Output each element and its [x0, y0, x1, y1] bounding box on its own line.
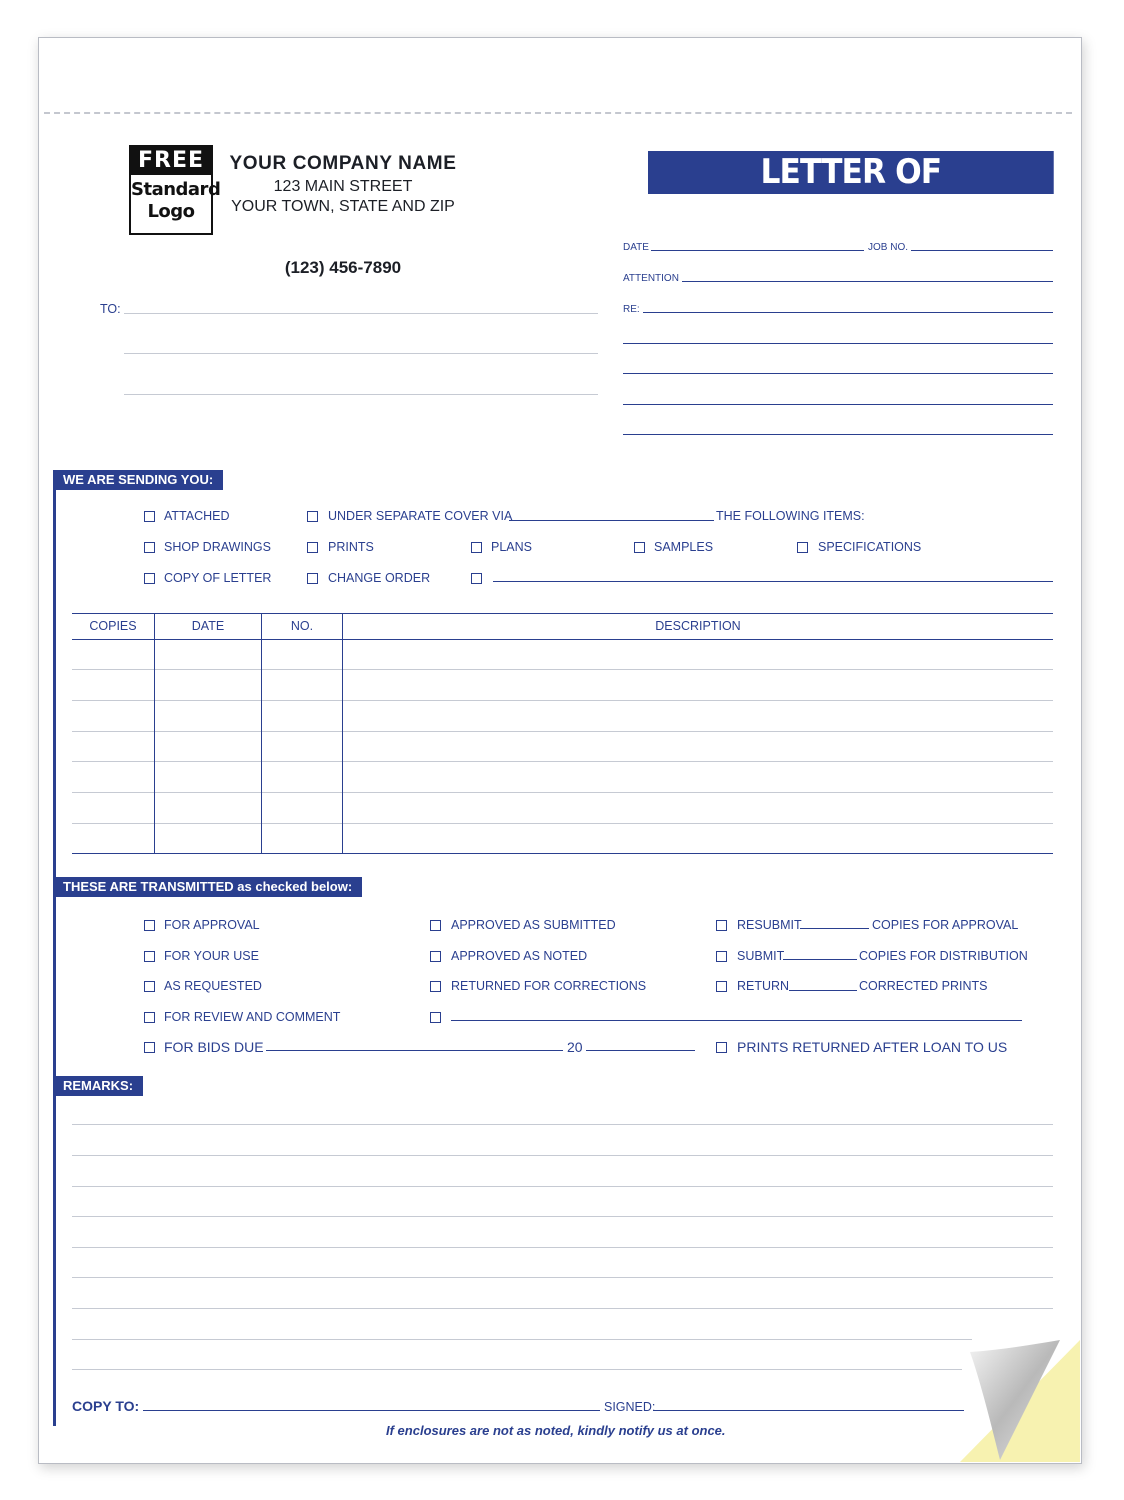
to-field[interactable]	[124, 313, 598, 314]
signature-field[interactable]	[654, 1410, 964, 1411]
copies-for-approval-label: COPIES FOR APPROVAL	[872, 918, 1019, 932]
signed-label: SIGNED:	[604, 1400, 656, 1414]
bids-due-year-field[interactable]	[586, 1050, 695, 1051]
bids-due-date-field[interactable]	[266, 1050, 563, 1051]
copy-of-letter-checkbox[interactable]	[144, 573, 155, 584]
for-your-use-checkbox[interactable]	[144, 951, 155, 962]
table-divider	[342, 613, 343, 853]
description-header: DESCRIPTION	[655, 619, 741, 633]
copy-of-letter-label: COPY OF LETTER	[164, 571, 272, 585]
plans-label: PLANS	[491, 540, 532, 554]
remarks-line[interactable]	[72, 1339, 972, 1340]
specifications-label: SPECIFICATIONS	[818, 540, 922, 554]
remarks-line[interactable]	[72, 1124, 1053, 1125]
returned-for-corrections-label: RETURNED FOR CORRECTIONS	[451, 979, 647, 993]
cover-via-field[interactable]	[509, 520, 714, 521]
logo-logo-text: Logo	[147, 201, 195, 222]
other-item-field[interactable]	[493, 581, 1053, 582]
remarks-line[interactable]	[72, 1186, 1053, 1187]
table-row[interactable]	[72, 700, 1053, 701]
submit-checkbox[interactable]	[716, 951, 727, 962]
to-label: TO:	[100, 302, 121, 316]
table-bottom-rule	[72, 853, 1053, 854]
remarks-line[interactable]	[72, 1247, 1053, 1248]
change-order-label: CHANGE ORDER	[328, 571, 431, 585]
company-name: YOUR COMPANY NAME	[229, 153, 457, 174]
company-city: YOUR TOWN, STATE AND ZIP	[231, 198, 455, 215]
re-field-line-3[interactable]	[623, 373, 1053, 374]
company-logo	[129, 145, 221, 235]
attention-label: ATTENTION	[623, 273, 679, 284]
approved-as-noted-checkbox[interactable]	[430, 951, 441, 962]
sending-band: WE ARE SENDING YOU:	[53, 470, 223, 490]
logo-standard-text: Standard	[131, 179, 221, 200]
return-copies-field[interactable]	[789, 990, 857, 991]
company-street: 123 MAIN STREET	[273, 178, 413, 195]
table-row[interactable]	[72, 761, 1053, 762]
as-requested-label: AS REQUESTED	[164, 979, 262, 993]
other-item-checkbox[interactable]	[471, 573, 482, 584]
prints-checkbox[interactable]	[307, 542, 318, 553]
table-row[interactable]	[72, 669, 1053, 670]
copies-for-distribution-label: COPIES FOR DISTRIBUTION	[859, 949, 1028, 963]
for-bids-due-label: FOR BIDS DUE	[164, 1039, 264, 1055]
table-divider	[261, 613, 262, 853]
specifications-checkbox[interactable]	[797, 542, 808, 553]
remarks-line[interactable]	[72, 1369, 962, 1370]
for-your-use-label: FOR YOUR USE	[164, 949, 259, 963]
date-field[interactable]	[651, 250, 864, 251]
copies-header: COPIES	[89, 619, 137, 633]
for-bids-due-checkbox[interactable]	[144, 1042, 155, 1053]
other-action-field[interactable]	[451, 1020, 1022, 1021]
other-action-checkbox[interactable]	[430, 1012, 441, 1023]
re-field[interactable]	[643, 312, 1053, 313]
samples-label: SAMPLES	[654, 540, 714, 554]
shop-drawings-label: SHOP DRAWINGS	[164, 540, 271, 554]
table-top-rule	[72, 613, 1053, 614]
remarks-line[interactable]	[72, 1308, 1053, 1309]
table-divider	[154, 613, 155, 853]
following-items-label: THE FOLLOWING ITEMS:	[716, 509, 865, 523]
samples-checkbox[interactable]	[634, 542, 645, 553]
approved-as-submitted-checkbox[interactable]	[430, 920, 441, 931]
attached-label: ATTACHED	[164, 509, 230, 523]
corrected-prints-label: CORRECTED PRINTS	[859, 979, 988, 993]
to-field-line-2[interactable]	[124, 353, 598, 354]
remarks-band: REMARKS:	[53, 1076, 143, 1096]
table-row[interactable]	[72, 731, 1053, 732]
returned-for-corrections-checkbox[interactable]	[430, 981, 441, 992]
re-field-line-4[interactable]	[623, 404, 1053, 405]
year-prefix-label: 20	[567, 1039, 583, 1055]
to-field-line-3[interactable]	[124, 394, 598, 395]
remarks-line[interactable]	[72, 1216, 1053, 1217]
company-phone: (123) 456-7890	[284, 258, 402, 277]
return-checkbox[interactable]	[716, 981, 727, 992]
attention-field[interactable]	[682, 281, 1053, 282]
prints-label: PRINTS	[328, 540, 374, 554]
for-approval-label: FOR APPROVAL	[164, 918, 260, 932]
remarks-line[interactable]	[72, 1277, 1053, 1278]
plans-checkbox[interactable]	[471, 542, 482, 553]
table-row[interactable]	[72, 823, 1053, 824]
copy-to-field[interactable]	[143, 1410, 600, 1411]
re-label: RE:	[623, 304, 640, 315]
submit-copies-field[interactable]	[783, 959, 857, 960]
attached-checkbox[interactable]	[144, 511, 155, 522]
re-field-line-5[interactable]	[623, 434, 1053, 435]
remarks-line[interactable]	[72, 1155, 1053, 1156]
perforation-line	[44, 112, 1072, 114]
prints-returned-label: PRINTS RETURNED AFTER LOAN TO US	[737, 1039, 1008, 1055]
approved-as-submitted-label: APPROVED AS SUBMITTED	[451, 918, 616, 932]
under-separate-checkbox[interactable]	[307, 511, 318, 522]
resubmit-copies-field[interactable]	[800, 928, 869, 929]
for-review-checkbox[interactable]	[144, 1012, 155, 1023]
for-approval-checkbox[interactable]	[144, 920, 155, 931]
return-label: RETURN	[737, 979, 790, 993]
prints-returned-checkbox[interactable]	[716, 1042, 727, 1053]
table-row[interactable]	[72, 792, 1053, 793]
enclosure-notice: If enclosures are not as noted, kindly notify us at once.	[386, 1423, 726, 1438]
submit-label: SUBMIT	[737, 949, 785, 963]
shop-drawings-checkbox[interactable]	[144, 542, 155, 553]
form-sheet	[38, 37, 1082, 1464]
approved-as-noted-label: APPROVED AS NOTED	[451, 949, 588, 963]
copy-to-label: COPY TO:	[72, 1398, 140, 1414]
job-no-field[interactable]	[911, 250, 1053, 251]
re-field-line-2[interactable]	[623, 343, 1053, 344]
resubmit-checkbox[interactable]	[716, 920, 727, 931]
no-header: NO.	[290, 619, 314, 633]
resubmit-label: RESUBMIT	[737, 918, 802, 932]
page-curl-icon	[960, 1340, 1080, 1462]
table-header-rule	[72, 639, 1053, 640]
for-review-label: FOR REVIEW AND COMMENT	[164, 1010, 341, 1024]
date-label: DATE	[623, 242, 649, 253]
transmitted-band: THESE ARE TRANSMITTED as checked below:	[53, 877, 362, 897]
change-order-checkbox[interactable]	[307, 573, 318, 584]
left-accent-bar	[53, 470, 56, 1426]
logo-free-text: FREE	[131, 147, 211, 175]
as-requested-checkbox[interactable]	[144, 981, 155, 992]
under-separate-label: UNDER SEPARATE COVER VIA	[328, 509, 513, 523]
date-header: DATE	[191, 619, 225, 633]
job-no-label: JOB NO.	[868, 242, 909, 253]
form-title: LETTER OF TRANSMITTAL	[648, 151, 1054, 194]
